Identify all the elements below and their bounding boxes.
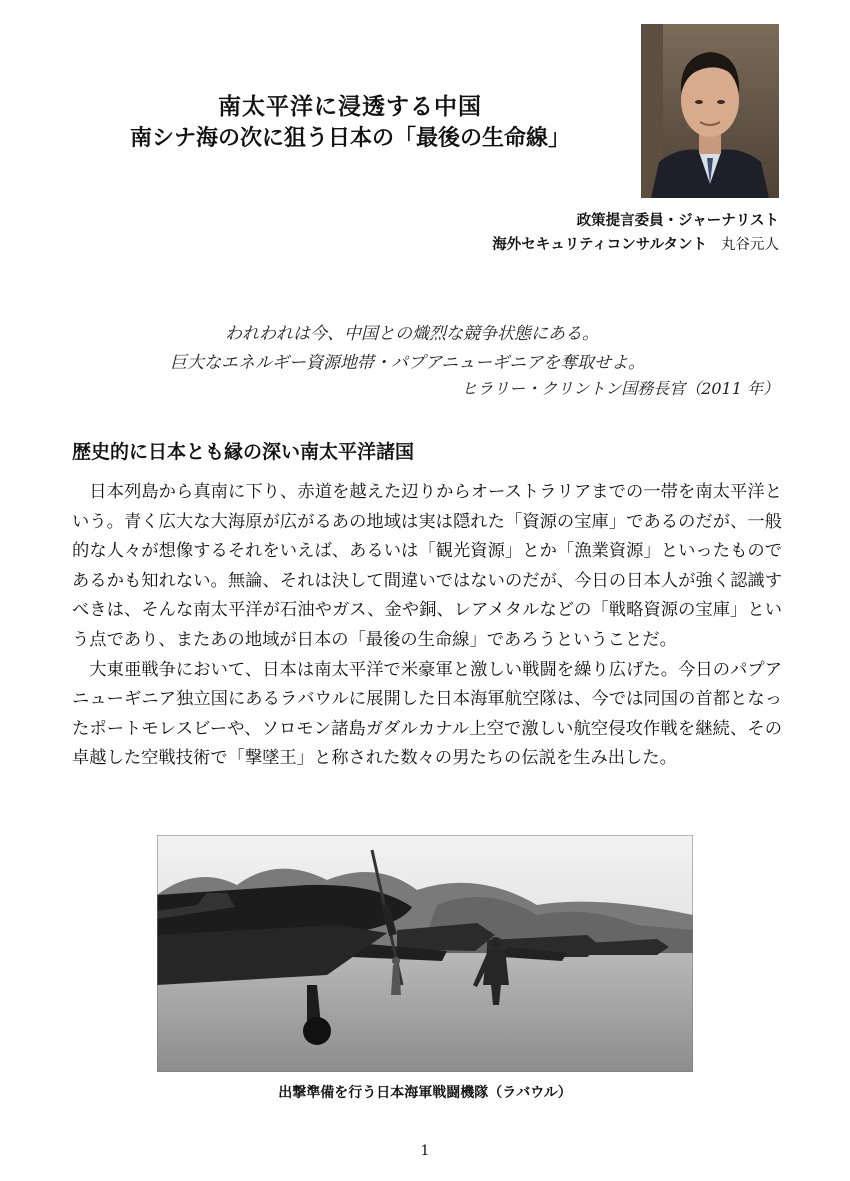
article-title: 南太平洋に浸透する中国 [218, 94, 482, 120]
page-number: 1 [420, 1143, 430, 1159]
fighter-planes-image [157, 835, 693, 1072]
figure-caption: 出撃準備を行う日本海軍戦闘機隊（ラバウル） [278, 1085, 572, 1101]
article-subtitle: 南シナ海の次に狙う日本の「最後の生命線」 [129, 126, 570, 151]
author-role: 政策提言委員・ジャーナリスト [576, 213, 779, 229]
section-heading: 歴史的に日本とも縁の深い南太平洋諸国 [72, 441, 415, 463]
author-affiliation [492, 233, 779, 254]
historical-photo [157, 835, 693, 1072]
body-paragraph: 日本列島から真南に下り、赤道を越えた辺りからオーストラリアまでの一帯を南太平洋という。青く広大な大海原が広がるあの地域は実は隠れた「資源の宝庫」であるのだが、一般的な人々が想像するそれをいえば、あるいは「観光資源」とか「漁業資源」といったものであるかも知れない。無論、それは決して間違いではないのだが、今日の日本人が強く認識すべきは、そんな南太平洋が石油やガス、金や銅、レアメタルなどの「戦略資源の宝庫」という点であり、またあの地域が日本の「最後の生命線」であろうということだ。 [72, 482, 782, 650]
author-name: 丸谷元人 [721, 237, 779, 253]
author-title: 海外セキュリティコンサルタント [492, 237, 707, 253]
article-body [72, 478, 782, 774]
author-portrait [641, 24, 779, 198]
body-paragraph: 大東亜戦争において、日本は南太平洋で米豪軍と激しい戦闘を繰り広げた。今日のパプアニューギニア独立国にあるラバウルに展開した日本海軍航空隊は、今では同国の首都となったポートモレスビーや、ソロモン諸島ガダルカナル上空で激しい航空侵攻作戦を継続、その卓越した空戦技術で「撃墜王」と称された数々の男たちの伝説を生み出した。 [72, 659, 782, 769]
epigraph-attribution: ヒラリー・クリントン国務長官（2011 年） [461, 379, 779, 398]
epigraph-line-1: われわれは今、中国との熾烈な競争状態にある。 [225, 324, 599, 344]
epigraph-line-2: 巨大なエネルギー資源地帯・パプアニューギニアを奪取せよ。 [170, 353, 646, 373]
author-photo-image [641, 24, 779, 198]
